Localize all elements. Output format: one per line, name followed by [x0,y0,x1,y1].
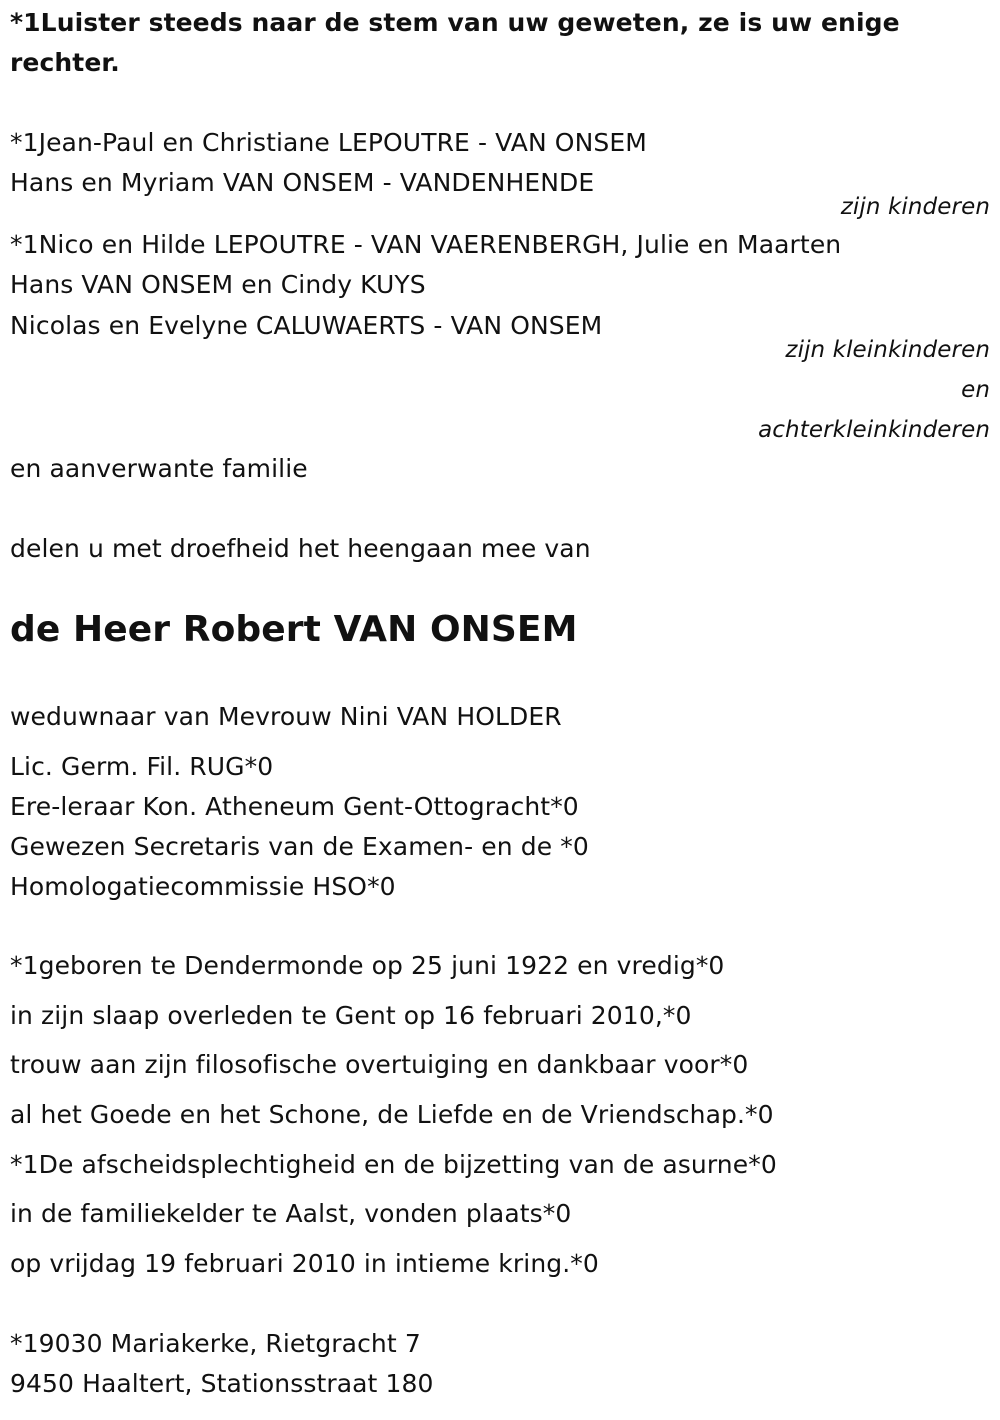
address-line-1: *19030 Mariakerke, Rietgracht 7 [10,1329,421,1358]
ceremony-line-3: op vrijdag 19 februari 2010 in intieme kring.*0 [10,1249,599,1278]
address-line-2: 9450 Haaltert, Stationsstraat 180 [10,1369,434,1398]
ceremony-line-2: in de familiekelder te Aalst, vonden plaats*0 [10,1199,572,1228]
degree-line: Lic. Germ. Fil. RUG*0 [10,752,274,781]
widower-line: weduwnaar van Mevrouw Nini VAN HOLDER [10,702,562,731]
grandchildren-label-2: en [961,377,990,403]
grandchildren-line-1: *1Nico en Hilde LEPOUTRE - VAN VAERENBERGH, Julie en Maarten [10,230,842,259]
announcement-line: delen u met droefheid het heengaan mee van [10,534,591,563]
children-label: zijn kinderen [840,194,990,220]
grandchildren-line-3: Nicolas en Evelyne CALUWAERTS - VAN ONSEM [10,311,603,340]
life-line-4: al het Goede en het Schone, de Liefde en de Vriendschap.*0 [10,1100,774,1129]
career-line-2: Gewezen Secretaris van de Examen- en de *0 [10,832,589,861]
grandchildren-label-1: zijn kleinkinderen [785,337,990,363]
life-line-2: in zijn slaap overleden te Gent op 16 februari 2010,*0 [10,1001,692,1030]
life-line-1: *1geboren te Dendermonde op 25 juni 1922 en vredig*0 [10,951,725,980]
family-line: en aanverwante familie [10,454,308,483]
children-line-2: Hans en Myriam VAN ONSEM - VANDENHENDE [10,168,595,197]
children-line-1: *1Jean-Paul en Christiane LEPOUTRE - VAN ONSEM [10,128,647,157]
career-line-3: Homologatiecommissie HSO*0 [10,872,396,901]
grandchildren-label-3: achterkleinkinderen [758,417,990,443]
career-line-1: Ere-leraar Kon. Atheneum Gent-Ottogracht*0 [10,792,579,821]
motto-line-2: rechter. [10,48,120,77]
life-line-3: trouw aan zijn filosofische overtuiging en dankbaar voor*0 [10,1050,749,1079]
deceased-name: de Heer Robert VAN ONSEM [10,609,578,650]
grandchildren-line-2: Hans VAN ONSEM en Cindy KUYS [10,270,426,299]
ceremony-line-1: *1De afscheidsplechtigheid en de bijzetting van de asurne*0 [10,1150,777,1179]
motto-line-1: *1Luister steeds naar de stem van uw geweten, ze is uw enige [10,8,900,37]
